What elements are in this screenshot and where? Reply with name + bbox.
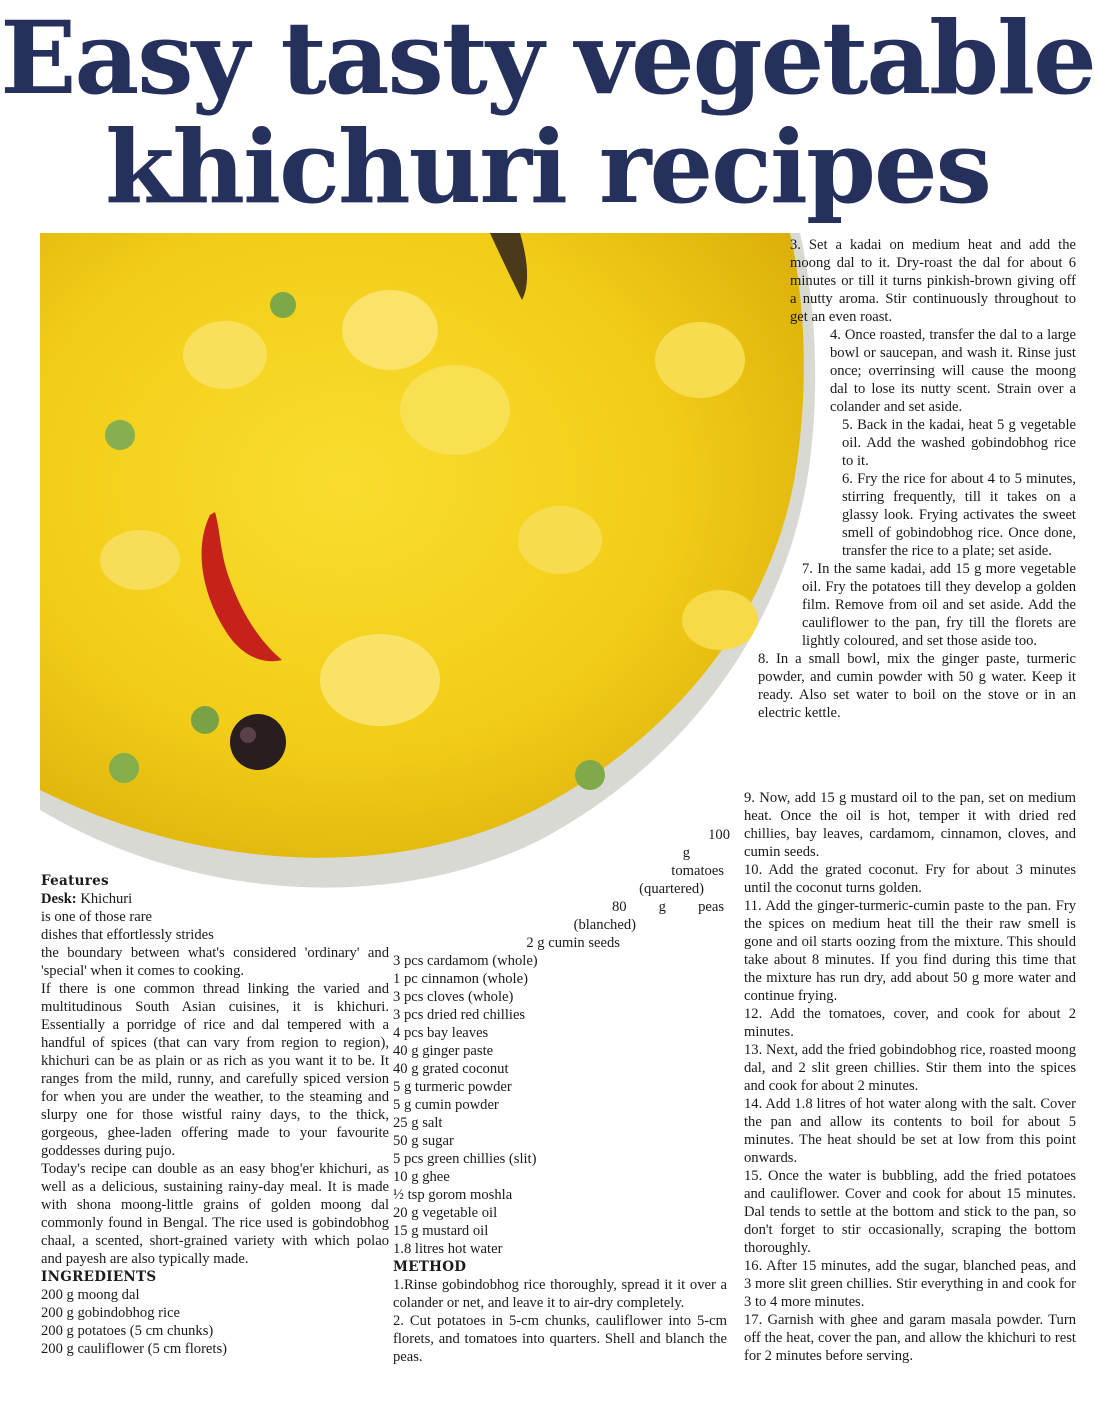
- section-label: Features: [41, 873, 109, 889]
- ingredient-item: 3 pcs cardamom (whole): [393, 953, 538, 969]
- ingredient-peas: 80 g peas: [612, 899, 724, 915]
- ingredient-item: 4 pcs bay leaves: [393, 1025, 489, 1041]
- method-step-16: 16. After 15 minutes, add the sugar, blanched peas, and 3 more slit green chillies. Stir everything in and cook for 3 to 4 more minutes.: [744, 1258, 1076, 1310]
- intro-paragraph-1: the boundary between what's considered 'ordinary' and 'special' when it comes to cooking.: [41, 945, 389, 979]
- ingredient-item: 50 g sugar: [393, 1133, 454, 1149]
- ingredient-item: 15 g mustard oil: [393, 1223, 489, 1239]
- method-step-15: 15. Once the water is bubbling, add the fried potatoes and cauliflower. Cover and cook for about 15 minutes. Dal tends to settle at the bottom and stick to the pan, so don't forget to stir occasionally, scraping the bottom thoroughly.: [744, 1168, 1076, 1256]
- ingredient-item: 25 g salt: [393, 1115, 443, 1131]
- method-step-10: 10. Add the grated coconut. Fry for about 3 minutes until the coconut turns golden.: [744, 862, 1076, 896]
- intro-line-1: is one of those rare: [41, 909, 153, 925]
- ingredient-tomatoes-name: tomatoes: [671, 863, 724, 879]
- ingredients-list-left: [41, 1286, 389, 1358]
- method-heading: METHOD: [393, 1259, 467, 1275]
- ingredient-item: 3 pcs dried red chillies: [393, 1007, 526, 1023]
- ingredient-item: 200 g gobindobhog rice: [41, 1305, 181, 1321]
- method-step-7: 7. In the same kadai, add 15 g more vegetable oil. Fry the potatoes till they develop a golden film. Remove from oil and set aside. Add the cauliflower to the pan, fry till the florets are lightly coloured, and set those aside too.: [802, 561, 1076, 649]
- method-step-11: 11. Add the ginger-turmeric-cumin paste to the pan. Fry the spices on medium heat till the their raw smell is gone and oil starts oozing from the mixture. This should take about 8 minutes. If you find during this time that the mixture has run dry, add about 50 g more water and continue frying.: [744, 898, 1076, 1004]
- method-step-1: 1.Rinse gobindobhog rice thoroughly, spread it it over a colander or net, and leave it to air-dry completely.: [393, 1277, 727, 1311]
- method-step-6: 6. Fry the rice for about 4 to 5 minutes, stirring frequently, till it takes on a glassy look. Frying activates the sweet smell of gobindobhog rice. Once done, transfer the rice to a plate; set aside.: [842, 471, 1076, 559]
- desk-label: Desk:: [41, 891, 77, 907]
- ingredient-item: 5 g cumin powder: [393, 1097, 499, 1113]
- intro-paragraph-3: Today's recipe can double as an easy bhog'er khichuri, as well as a delicious, sustaining rainy-day meal. It is made with shona moong-little grains of golden moong dal commonly found in Bengal. The rice used is gobindobhog chaal, a scented, short-grained variety with which polao and payesh are also typically made.: [41, 1161, 389, 1267]
- ingredient-item: ½ tsp gorom moshla: [393, 1187, 513, 1203]
- ingredient-item: 40 g grated coconut: [393, 1061, 509, 1077]
- method-step-17: 17. Garnish with ghee and garam masala powder. Turn off the heat, cover the pan, and allow the khichuri to rest for 2 minutes before serving.: [744, 1312, 1076, 1364]
- headline-line-2: khichuri recipes: [105, 108, 990, 226]
- method-step-5: 5. Back in the kadai, heat 5 g vegetable oil. Add the washed gobindobhog rice to it.: [842, 417, 1076, 469]
- headline-line-1: Easy tasty vegetable: [0, 0, 1095, 117]
- ingredient-item: 200 g cauliflower (5 cm florets): [41, 1341, 228, 1357]
- method-step-9: 9. Now, add 15 g mustard oil to the pan, set on medium heat. Once the oil is hot, temper it with dried red chillies, bay leaves, cardamom, cinnamon, cloves, and cumin seeds.: [744, 790, 1076, 860]
- ingredient-peas-note: (blanched): [573, 917, 636, 933]
- method-step-14: 14. Add 1.8 litres of hot water along with the salt. Cover the pan and allow its contents to boil for about 5 minutes. The heat should be set at low from this point onwards.: [744, 1096, 1076, 1166]
- ingredient-item: 1.8 litres hot water: [393, 1241, 503, 1257]
- ingredient-item: 5 g turmeric powder: [393, 1079, 512, 1095]
- ingredient-item: 20 g vegetable oil: [393, 1205, 498, 1221]
- intro-line-2: dishes that effortlessly strides: [41, 927, 214, 943]
- method-step-8: 8. In a small bowl, mix the ginger paste, turmeric powder, and cumin powder with 50 g water. Keep it ready. Also set water to boil on the stove or in an electric kettle.: [758, 651, 1076, 721]
- method-steps-bottom: [744, 789, 1076, 1365]
- byline: [41, 890, 389, 908]
- ingredient-item: 1 pc cinnamon (whole): [393, 971, 528, 987]
- ingredient-tomatoes-qty: 100: [708, 827, 730, 843]
- method-steps-top: [758, 236, 1076, 722]
- ingredient-item: 200 g potatoes (5 cm chunks): [41, 1323, 214, 1339]
- method-step-3: 3. Set a kadai on medium heat and add the moong dal to it. Dry-roast the dal for about 6 minutes or till it turns pinkish-brown giving off a nutty aroma. Stir continuously throughout to get an even roast.: [790, 237, 1076, 325]
- intro-first-word: Khichuri: [80, 891, 133, 907]
- intro-paragraph-2: If there is one common thread linking the varied and multitudinous South Asian cuisines, it is khichuri. Essentially a porridge of rice and dal tempered with a handful of spices (that can vary from region to region), khichuri can be as plain or as rich as you want it to be. It ranges from the mild, runny, and carefully spiced version for when you are under the weather, to the steaming and slurpy one for those wistful rainy days, to the thick, gorgeous, ghee-laden offering made to your favourite goddesses during pujo.: [41, 981, 389, 1159]
- middle-column: [393, 952, 727, 1366]
- ingredient-cumin-seeds: 2 g cumin seeds: [526, 935, 620, 951]
- ingredient-tomatoes-unit: g: [682, 845, 690, 861]
- method-step-2: 2. Cut potatoes in 5-cm chunks, cauliflower into 5-cm florets, and tomatoes into quarters. Shell and blanch the peas.: [393, 1313, 727, 1365]
- method-step-13: 13. Next, add the fried gobindobhog rice, roasted moong dal, and 2 slit green chillies. Stir them into the spices and cook for about 2 minutes.: [744, 1042, 1076, 1094]
- ingredient-item: 40 g ginger paste: [393, 1043, 494, 1059]
- ingredient-item: 10 g ghee: [393, 1169, 450, 1185]
- method-step-4: 4. Once roasted, transfer the dal to a large bowl or saucepan, and wash it. Rinse just once; overrinsing will cause the moong dal to lose its nutty scent. Strain over a colander and set aside.: [830, 327, 1076, 415]
- ingredients-list-middle: [393, 952, 727, 1258]
- ingredient-item: 200 g moong dal: [41, 1287, 140, 1303]
- ingredient-item: 5 pcs green chillies (slit): [393, 1151, 537, 1167]
- ingredients-heading: INGREDIENTS: [41, 1269, 157, 1285]
- left-column: [41, 872, 389, 1358]
- method-step-12: 12. Add the tomatoes, cover, and cook for about 2 minutes.: [744, 1006, 1076, 1040]
- ingredient-item: 3 pcs cloves (whole): [393, 989, 514, 1005]
- ingredient-tomatoes-note: (quartered): [639, 881, 704, 897]
